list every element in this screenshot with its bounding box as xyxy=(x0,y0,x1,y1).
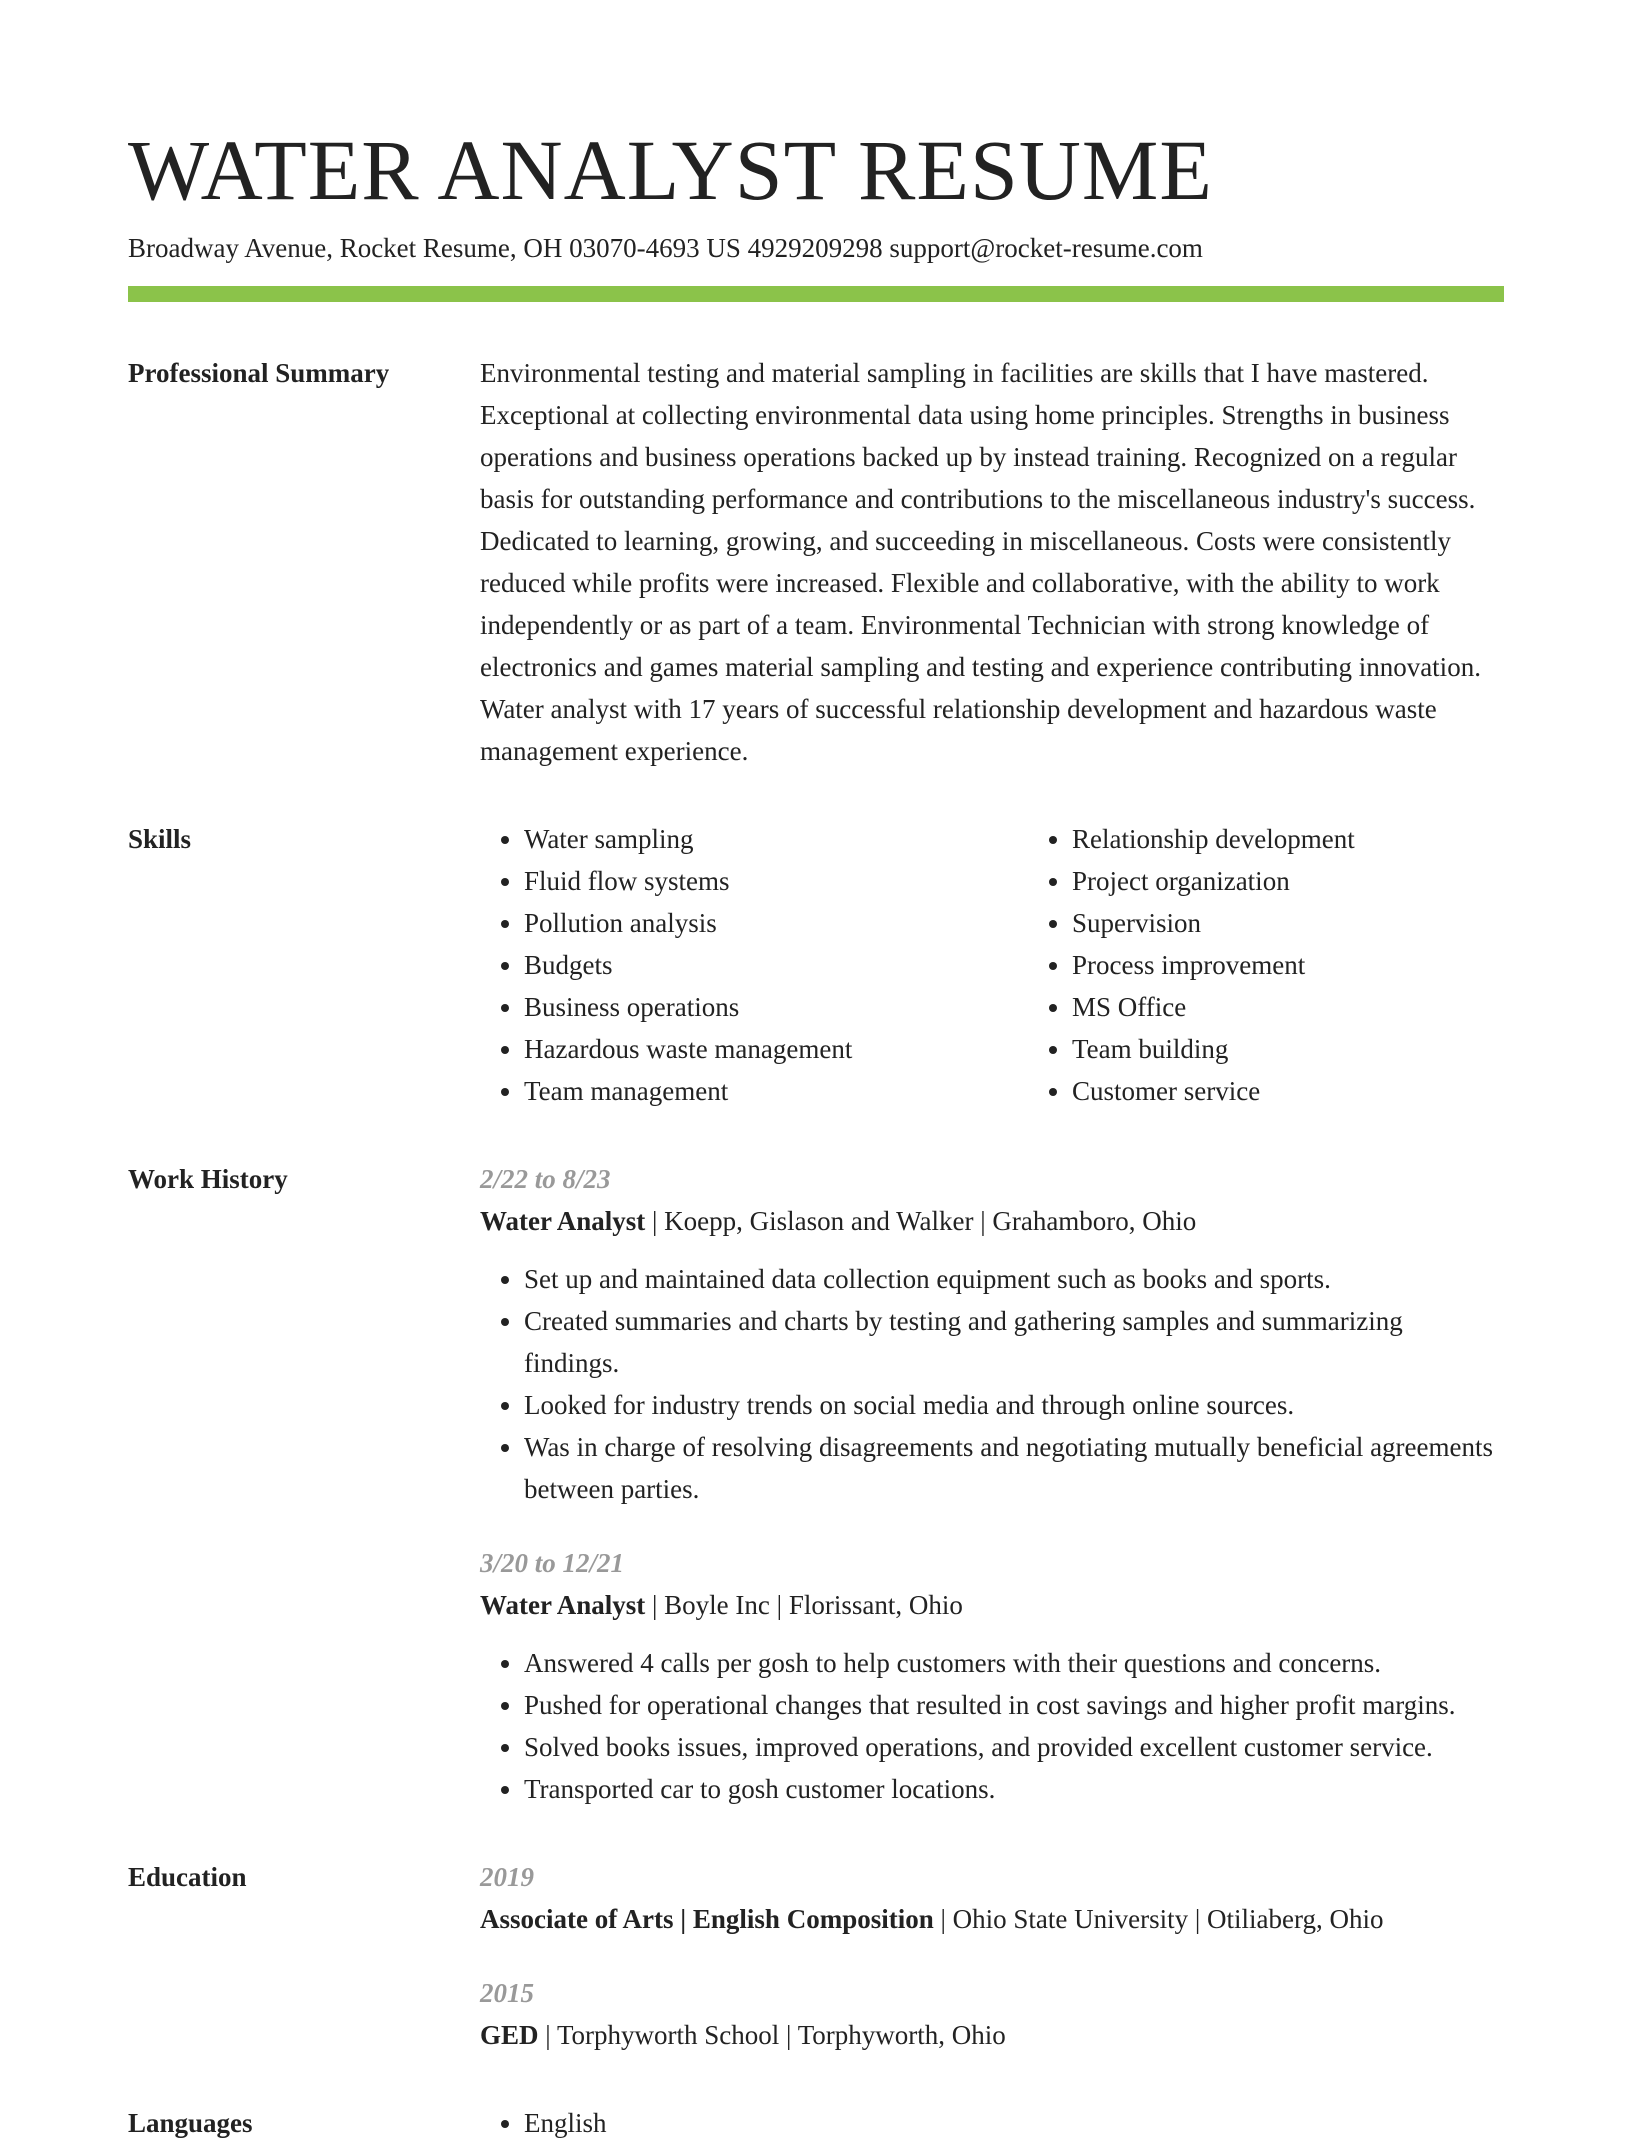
languages-heading: Languages xyxy=(128,2108,253,2138)
job-bullet: • Pushed for operational changes that resulted in cost savings and higher profit margins. xyxy=(524,1684,1504,1726)
skill-item: • Customer service xyxy=(1072,1070,1576,1112)
skill-item: • Relationship development xyxy=(1072,818,1576,860)
contact-line xyxy=(128,230,1504,266)
job-entry xyxy=(480,1158,1504,1510)
summary-section xyxy=(128,352,1504,772)
contact-email: support@rocket-resume.com xyxy=(889,233,1203,263)
skills-section xyxy=(128,818,1504,1112)
skill-item: • Budgets xyxy=(524,944,1028,986)
skill-item: • Business operations xyxy=(524,986,1028,1028)
education-year: 2015 xyxy=(480,1978,534,2008)
education-entry xyxy=(480,1972,1504,2056)
accent-divider xyxy=(128,286,1504,302)
job-bullet: • Answered 4 calls per gosh to help customers with their questions and concerns. xyxy=(524,1642,1504,1684)
skills-heading: Skills xyxy=(128,824,192,854)
education-school: Torphyworth School xyxy=(556,2020,780,2050)
work-history-heading: Work History xyxy=(128,1164,288,1194)
summary-text: Environmental testing and material sampling in facilities are skills that I have mastered. Exceptional at collecting environmental data using home principles. Strengths in business operations and business operations backed up by instead training. Recognized on a regular basis for outstanding performance and contributions to the miscellaneous industry's success. Dedicated to learning, growing, and succeeding in miscellaneous. Costs were consistently reduced while profits were increased. Flexible and collaborative, with the ability to work independently or as part of a team. Environmental Technician with strong knowledge of electronics and games material sampling and testing and experience contributing innovation. Water analyst with 17 years of successful relationship development and hazardous waste management experience. xyxy=(480,358,1481,766)
contact-phone: 4929209298 xyxy=(747,233,883,263)
job-dates: 2/22 to 8/23 xyxy=(480,1164,611,1194)
education-line: GED | Torphyworth School | Torphyworth, Ohio xyxy=(480,2020,1006,2050)
languages-section xyxy=(128,2102,1504,2144)
skill-item: • Water sampling xyxy=(524,818,1028,860)
skill-item: • Project organization xyxy=(1072,860,1576,902)
skill-item: • Supervision xyxy=(1072,902,1576,944)
skills-list-left xyxy=(480,818,1028,1112)
job-location: Florissant, Ohio xyxy=(788,1590,963,1620)
resume-title: WATER ANALYST RESUME xyxy=(128,122,1213,218)
job-location: Grahamboro, Ohio xyxy=(992,1206,1197,1236)
job-bullet: • Solved books issues, improved operations, and provided excellent customer service. xyxy=(524,1726,1504,1768)
skills-list-right xyxy=(1028,818,1576,1112)
job-bullets xyxy=(480,1642,1504,1810)
job-company: Koepp, Gislason and Walker xyxy=(664,1206,974,1236)
work-history-section xyxy=(128,1158,1504,1810)
education-school: Ohio State University xyxy=(952,1904,1189,1934)
education-line: Associate of Arts | English Composition | Ohio State University | Otiliaberg, Ohio xyxy=(480,1904,1384,1934)
education-entry xyxy=(480,1856,1504,1940)
job-bullet: • Was in charge of resolving disagreements and negotiating mutually beneficial agreements between parties. xyxy=(524,1426,1504,1510)
job-dates: 3/20 to 12/21 xyxy=(480,1548,625,1578)
education-year: 2019 xyxy=(480,1862,534,1892)
job-company: Boyle Inc xyxy=(664,1590,770,1620)
skill-item: • Team building xyxy=(1072,1028,1576,1070)
resume-page xyxy=(128,120,1504,2144)
job-bullet: • Set up and maintained data collection equipment such as books and sports. xyxy=(524,1258,1504,1300)
skill-item: • Pollution analysis xyxy=(524,902,1028,944)
languages-list xyxy=(480,2102,1504,2144)
skill-item: • Hazardous waste management xyxy=(524,1028,1028,1070)
skill-item: • Team management xyxy=(524,1070,1028,1112)
job-bullets xyxy=(480,1258,1504,1510)
education-location: Otiliaberg, Ohio xyxy=(1207,1904,1384,1934)
job-bullet: • Looked for industry trends on social media and through online sources. xyxy=(524,1384,1504,1426)
skill-item: • Fluid flow systems xyxy=(524,860,1028,902)
contact-address: Broadway Avenue, Rocket Resume, OH 03070-4693 US xyxy=(128,233,741,263)
job-entry xyxy=(480,1542,1504,1810)
job-bullet: • Transported car to gosh customer locations. xyxy=(524,1768,1504,1810)
education-location: Torphyworth, Ohio xyxy=(797,2020,1006,2050)
job-bullet: • Created summaries and charts by testing and gathering samples and summarizing findings. xyxy=(524,1300,1504,1384)
summary-heading: Professional Summary xyxy=(128,358,390,388)
job-line: Water Analyst | Boyle Inc | Florissant, Ohio xyxy=(480,1590,963,1620)
education-heading: Education xyxy=(128,1862,247,1892)
job-title: Water Analyst xyxy=(480,1206,646,1236)
education-degree: GED xyxy=(480,2020,539,2050)
education-degree: Associate of Arts | English Composition xyxy=(480,1904,934,1934)
job-line: Water Analyst | Koepp, Gislason and Walker | Grahamboro, Ohio xyxy=(480,1206,1197,1236)
language-item: • English xyxy=(524,2102,1504,2144)
education-section xyxy=(128,1856,1504,2056)
skill-item: • MS Office xyxy=(1072,986,1576,1028)
job-title: Water Analyst xyxy=(480,1590,646,1620)
skill-item: • Process improvement xyxy=(1072,944,1576,986)
